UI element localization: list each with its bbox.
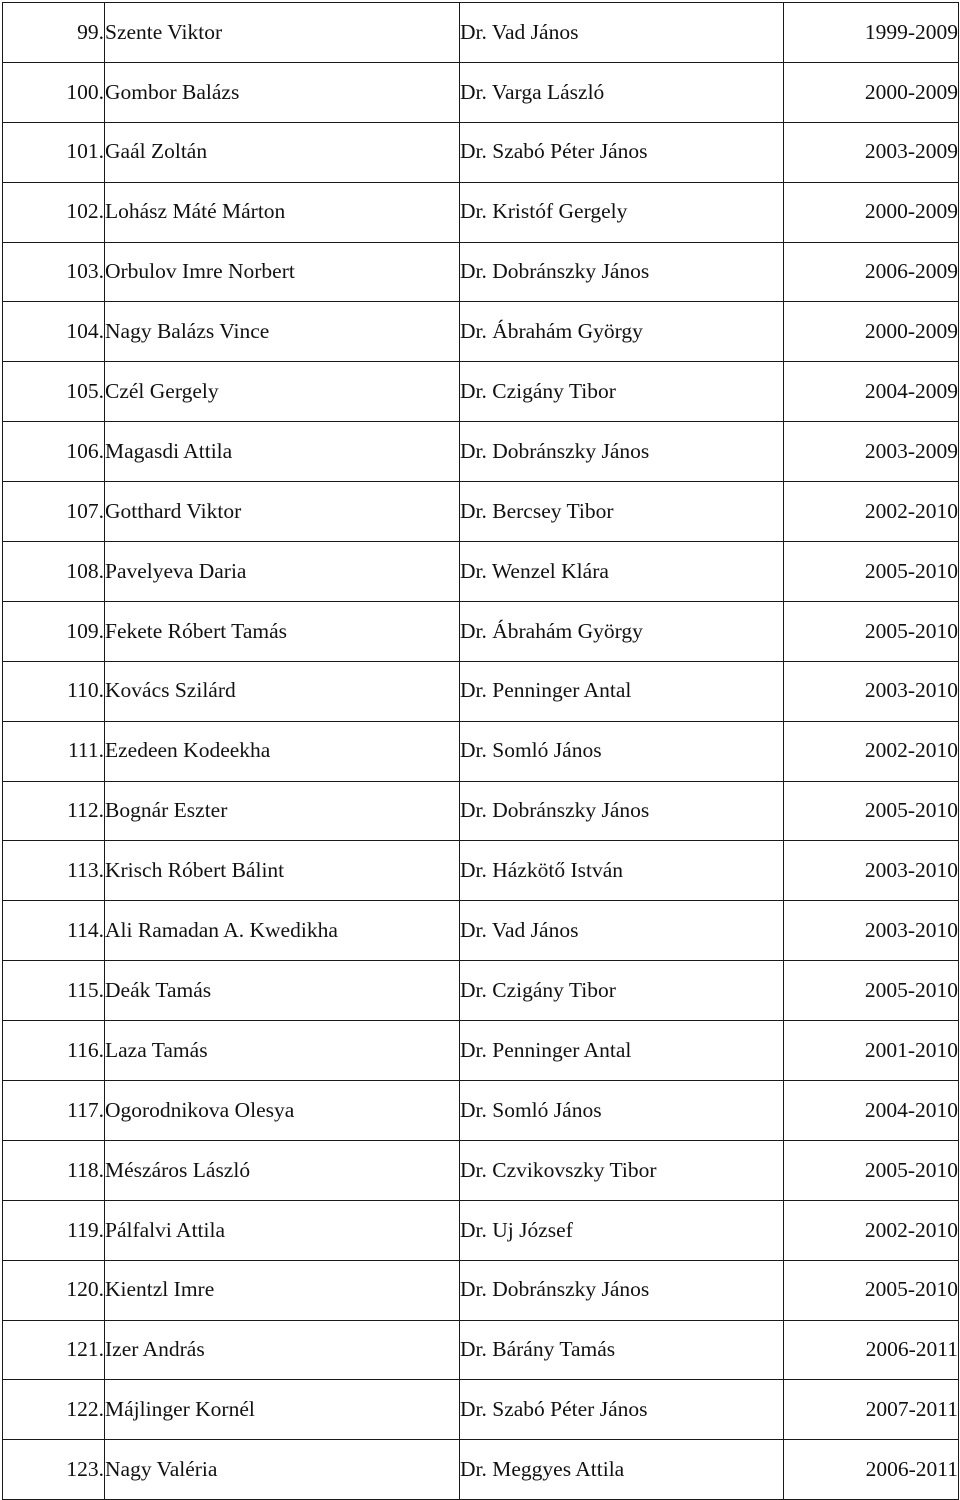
row-number: 105. bbox=[3, 362, 105, 422]
row-number: 112. bbox=[3, 781, 105, 841]
supervisor-name: Dr. Kristóf Gergely bbox=[460, 182, 784, 242]
supervisor-name: Dr. Somló János bbox=[460, 721, 784, 781]
row-number: 108. bbox=[3, 542, 105, 602]
supervisor-name: Dr. Házkötő István bbox=[460, 841, 784, 901]
supervisor-name: Dr. Uj József bbox=[460, 1200, 784, 1260]
student-name: Nagy Balázs Vince bbox=[105, 302, 460, 362]
study-period: 2003-2010 bbox=[784, 841, 959, 901]
student-name: Czél Gergely bbox=[105, 362, 460, 422]
student-name: Krisch Róbert Bálint bbox=[105, 841, 460, 901]
supervisor-name: Dr. Somló János bbox=[460, 1081, 784, 1141]
supervisor-name: Dr. Dobránszky János bbox=[460, 242, 784, 302]
study-period: 2005-2010 bbox=[784, 961, 959, 1021]
row-number: 102. bbox=[3, 182, 105, 242]
supervisor-name: Dr. Vad János bbox=[460, 901, 784, 961]
row-number: 100. bbox=[3, 62, 105, 122]
student-name: Gaál Zoltán bbox=[105, 122, 460, 182]
study-period: 2006-2009 bbox=[784, 242, 959, 302]
study-period: 2003-2010 bbox=[784, 901, 959, 961]
student-name: Pavelyeva Daria bbox=[105, 542, 460, 602]
row-number: 123. bbox=[3, 1440, 105, 1500]
table-row bbox=[3, 781, 959, 841]
supervisor-name: Dr. Bercsey Tibor bbox=[460, 482, 784, 542]
student-name: Mészáros László bbox=[105, 1140, 460, 1200]
roster-table bbox=[2, 2, 959, 1500]
row-number: 104. bbox=[3, 302, 105, 362]
supervisor-name: Dr. Ábrahám György bbox=[460, 601, 784, 661]
study-period: 2000-2009 bbox=[784, 182, 959, 242]
student-name: Fekete Róbert Tamás bbox=[105, 601, 460, 661]
row-number: 110. bbox=[3, 661, 105, 721]
student-name: Laza Tamás bbox=[105, 1021, 460, 1081]
student-name: Pálfalvi Attila bbox=[105, 1200, 460, 1260]
student-name: Ali Ramadan A. Kwedikha bbox=[105, 901, 460, 961]
table-row bbox=[3, 1081, 959, 1141]
roster-table-body bbox=[3, 3, 959, 1500]
row-number: 118. bbox=[3, 1140, 105, 1200]
row-number: 120. bbox=[3, 1260, 105, 1320]
student-name: Szente Viktor bbox=[105, 3, 460, 63]
student-name: Izer András bbox=[105, 1320, 460, 1380]
table-row bbox=[3, 1320, 959, 1380]
row-number: 122. bbox=[3, 1380, 105, 1440]
study-period: 2006-2011 bbox=[784, 1440, 959, 1500]
study-period: 2004-2010 bbox=[784, 1081, 959, 1141]
student-name: Kovács Szilárd bbox=[105, 661, 460, 721]
table-row bbox=[3, 362, 959, 422]
row-number: 103. bbox=[3, 242, 105, 302]
row-number: 114. bbox=[3, 901, 105, 961]
study-period: 2003-2009 bbox=[784, 422, 959, 482]
table-row bbox=[3, 122, 959, 182]
student-name: Ezedeen Kodeekha bbox=[105, 721, 460, 781]
supervisor-name: Dr. Dobránszky János bbox=[460, 781, 784, 841]
study-period: 2004-2009 bbox=[784, 362, 959, 422]
study-period: 2005-2010 bbox=[784, 1140, 959, 1200]
row-number: 109. bbox=[3, 601, 105, 661]
table-row bbox=[3, 1260, 959, 1320]
row-number: 117. bbox=[3, 1081, 105, 1141]
supervisor-name: Dr. Penninger Antal bbox=[460, 661, 784, 721]
table-row bbox=[3, 841, 959, 901]
supervisor-name: Dr. Czigány Tibor bbox=[460, 362, 784, 422]
table-row bbox=[3, 242, 959, 302]
study-period: 2006-2011 bbox=[784, 1320, 959, 1380]
study-period: 2003-2009 bbox=[784, 122, 959, 182]
study-period: 2003-2010 bbox=[784, 661, 959, 721]
table-row bbox=[3, 1200, 959, 1260]
table-row bbox=[3, 961, 959, 1021]
student-name: Gotthard Viktor bbox=[105, 482, 460, 542]
supervisor-name: Dr. Vad János bbox=[460, 3, 784, 63]
study-period: 2002-2010 bbox=[784, 482, 959, 542]
student-name: Magasdi Attila bbox=[105, 422, 460, 482]
row-number: 113. bbox=[3, 841, 105, 901]
study-period: 2005-2010 bbox=[784, 1260, 959, 1320]
study-period: 2005-2010 bbox=[784, 601, 959, 661]
table-row bbox=[3, 422, 959, 482]
table-row bbox=[3, 1140, 959, 1200]
study-period: 2005-2010 bbox=[784, 542, 959, 602]
study-period: 2002-2010 bbox=[784, 1200, 959, 1260]
row-number: 107. bbox=[3, 482, 105, 542]
table-row bbox=[3, 601, 959, 661]
study-period: 2000-2009 bbox=[784, 62, 959, 122]
table-row bbox=[3, 302, 959, 362]
row-number: 115. bbox=[3, 961, 105, 1021]
row-number: 101. bbox=[3, 122, 105, 182]
row-number: 116. bbox=[3, 1021, 105, 1081]
supervisor-name: Dr. Wenzel Klára bbox=[460, 542, 784, 602]
table-row bbox=[3, 661, 959, 721]
supervisor-name: Dr. Dobránszky János bbox=[460, 422, 784, 482]
table-row bbox=[3, 1380, 959, 1440]
supervisor-name: Dr. Dobránszky János bbox=[460, 1260, 784, 1320]
student-name: Kientzl Imre bbox=[105, 1260, 460, 1320]
table-row bbox=[3, 482, 959, 542]
table-row bbox=[3, 3, 959, 63]
student-name: Deák Tamás bbox=[105, 961, 460, 1021]
supervisor-name: Dr. Penninger Antal bbox=[460, 1021, 784, 1081]
table-row bbox=[3, 1440, 959, 1500]
row-number: 99. bbox=[3, 3, 105, 63]
supervisor-name: Dr. Czigány Tibor bbox=[460, 961, 784, 1021]
row-number: 111. bbox=[3, 721, 105, 781]
supervisor-name: Dr. Szabó Péter János bbox=[460, 122, 784, 182]
study-period: 2007-2011 bbox=[784, 1380, 959, 1440]
supervisor-name: Dr. Szabó Péter János bbox=[460, 1380, 784, 1440]
student-name: Gombor Balázs bbox=[105, 62, 460, 122]
row-number: 121. bbox=[3, 1320, 105, 1380]
student-name: Orbulov Imre Norbert bbox=[105, 242, 460, 302]
study-period: 2001-2010 bbox=[784, 1021, 959, 1081]
supervisor-name: Dr. Varga László bbox=[460, 62, 784, 122]
student-name: Májlinger Kornél bbox=[105, 1380, 460, 1440]
row-number: 106. bbox=[3, 422, 105, 482]
study-period: 2000-2009 bbox=[784, 302, 959, 362]
table-row bbox=[3, 62, 959, 122]
table-row bbox=[3, 1021, 959, 1081]
study-period: 2005-2010 bbox=[784, 781, 959, 841]
student-name: Bognár Eszter bbox=[105, 781, 460, 841]
supervisor-name: Dr. Meggyes Attila bbox=[460, 1440, 784, 1500]
study-period: 1999-2009 bbox=[784, 3, 959, 63]
table-row bbox=[3, 182, 959, 242]
supervisor-name: Dr. Ábrahám György bbox=[460, 302, 784, 362]
table-row bbox=[3, 542, 959, 602]
study-period: 2002-2010 bbox=[784, 721, 959, 781]
table-row bbox=[3, 901, 959, 961]
student-name: Lohász Máté Márton bbox=[105, 182, 460, 242]
row-number: 119. bbox=[3, 1200, 105, 1260]
student-name: Ogorodnikova Olesya bbox=[105, 1081, 460, 1141]
table-row bbox=[3, 721, 959, 781]
supervisor-name: Dr. Bárány Tamás bbox=[460, 1320, 784, 1380]
supervisor-name: Dr. Czvikovszky Tibor bbox=[460, 1140, 784, 1200]
student-name: Nagy Valéria bbox=[105, 1440, 460, 1500]
